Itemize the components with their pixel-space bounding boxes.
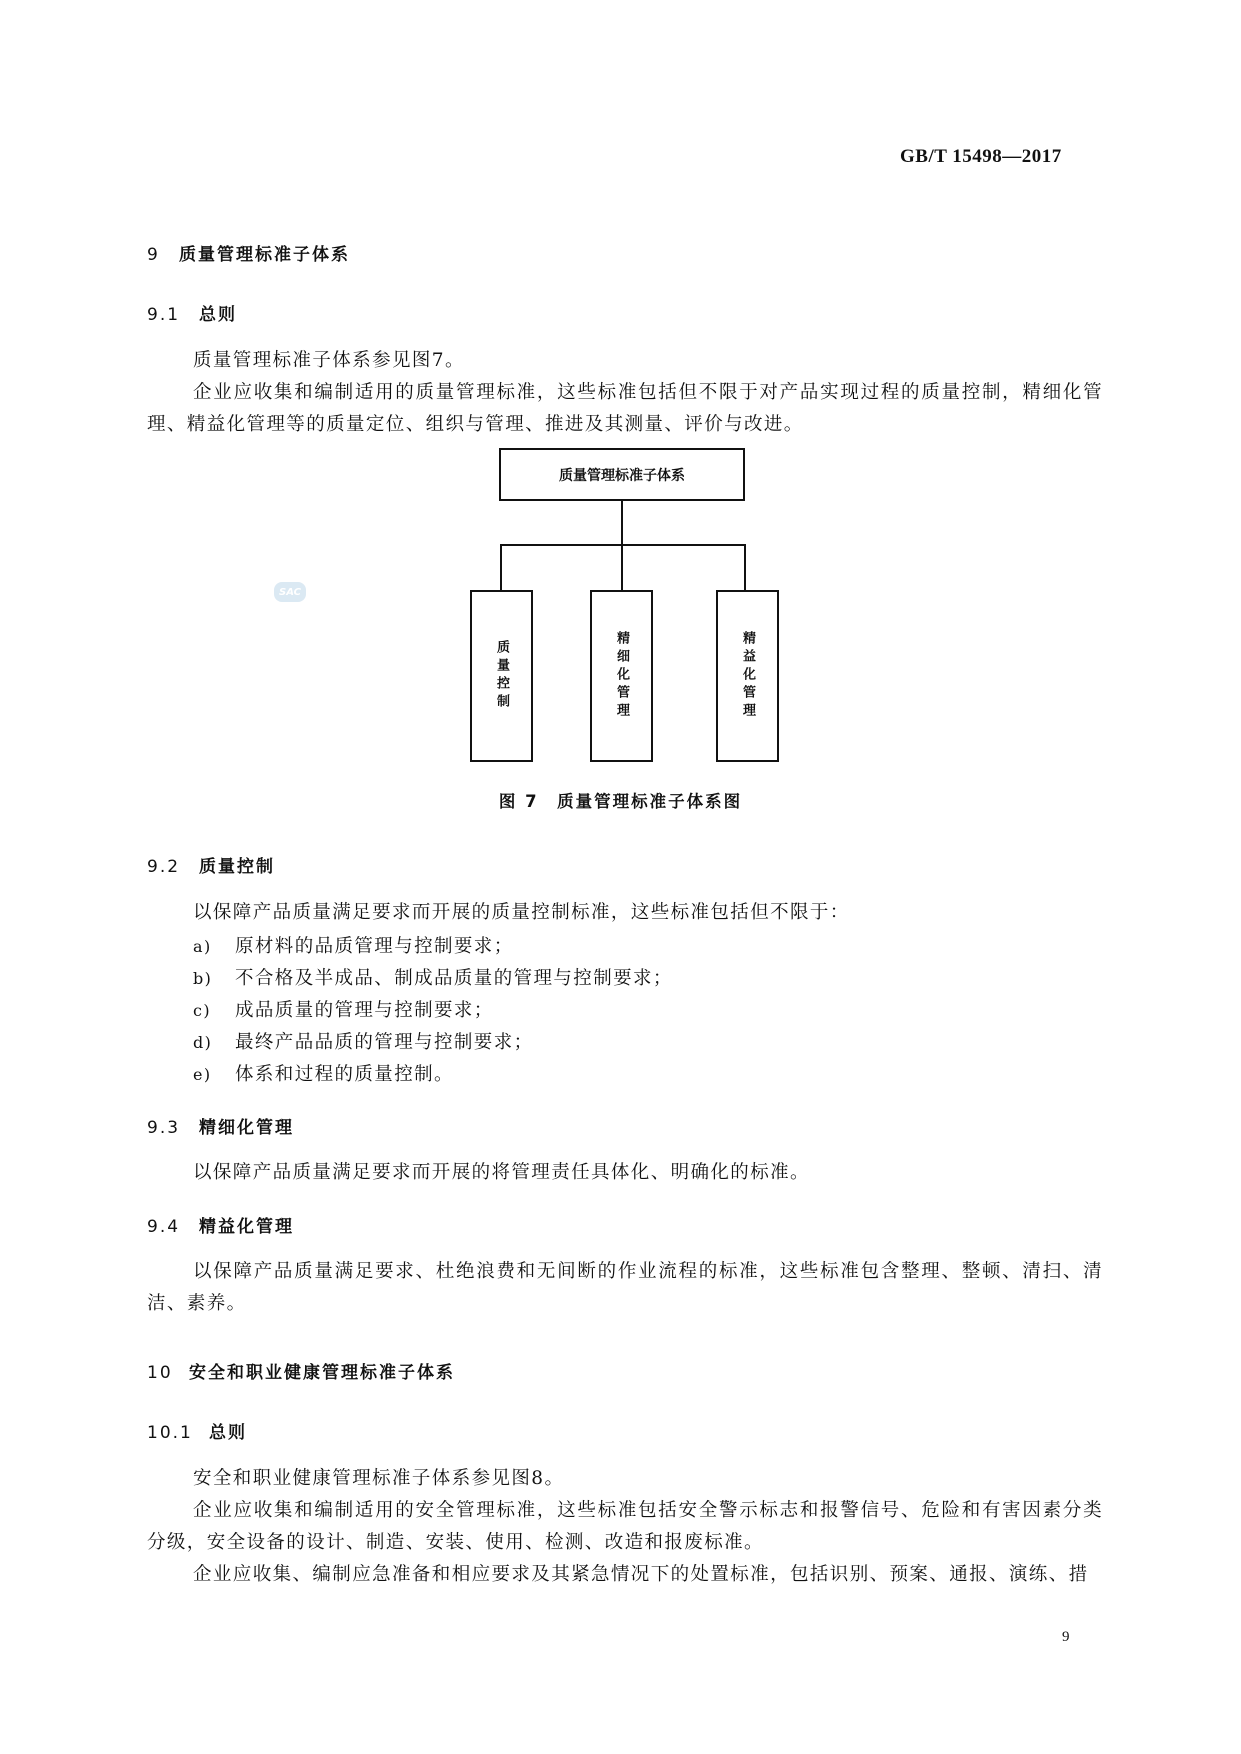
paragraph: 企业应收集和编制适用的质量管理标准，这些标准包括但不限于对产品实现过程的质量控制，精细化管理、精益化管理等的质量定位、组织与管理、推进及其测量、评价与改进。 <box>147 382 1103 435</box>
section-9-1-heading <box>147 300 237 325</box>
section-title: 质量控制 <box>199 857 275 877</box>
section-number: 9.4 <box>147 1217 181 1237</box>
section-number: 9.2 <box>147 857 181 877</box>
list-item-text: 不合格及半成品、制成品质量的管理与控制要求； <box>235 968 673 989</box>
list-item-text: 成品质量的管理与控制要求； <box>235 1000 494 1021</box>
connector-line <box>500 544 502 591</box>
section-number: 9.3 <box>147 1118 181 1138</box>
paragraph: 安全和职业健康管理标准子体系参见图8。 <box>193 1468 565 1489</box>
list-item <box>193 964 673 990</box>
figure-caption: 图 7 质量管理标准子体系图 <box>498 792 743 811</box>
section-title: 质量管理标准子体系 <box>179 245 350 265</box>
list-item <box>193 932 514 958</box>
section-10-1-heading <box>147 1418 247 1443</box>
paragraph: 企业应收集、编制应急准备和相应要求及其紧急情况下的处置标准，包括识别、预案、通报、演练、措 <box>193 1564 1089 1585</box>
paragraph: 以保障产品质量满足要求而开展的将管理责任具体化、明确化的标准。 <box>193 1162 810 1183</box>
connector-line <box>621 544 623 591</box>
page-number: 9 <box>1062 1629 1070 1645</box>
list-item <box>193 1028 534 1054</box>
section-title: 精细化管理 <box>199 1118 294 1138</box>
connector-line <box>500 544 746 546</box>
list-marker: b) <box>193 969 213 988</box>
document-id: GB/T 15498—2017 <box>900 146 1062 167</box>
section-title: 精益化管理 <box>199 1217 294 1237</box>
section-9-3-heading <box>147 1113 294 1138</box>
section-number: 10 <box>147 1363 173 1383</box>
section-number: 9.1 <box>147 305 181 325</box>
section-9-2-heading <box>147 852 275 877</box>
connector-line <box>744 544 746 591</box>
list-item-text: 最终产品品质的管理与控制要求； <box>235 1032 534 1053</box>
section-title: 安全和职业健康管理标准子体系 <box>189 1363 455 1383</box>
diagram-child-box-lean-management: 精益化管理 <box>716 590 779 762</box>
paragraph: 以保障产品质量满足要求、杜绝浪费和无间断的作业流程的标准，这些标准包含整理、整顿、清扫、清洁、素养。 <box>147 1261 1103 1314</box>
list-marker: a) <box>193 937 212 956</box>
paragraph: 以保障产品质量满足要求而开展的质量控制标准，这些标准包括但不限于： <box>193 902 850 923</box>
list-marker: c) <box>193 1001 212 1020</box>
section-number: 10.1 <box>147 1423 193 1443</box>
list-item <box>193 1060 454 1086</box>
section-title: 总则 <box>209 1423 247 1443</box>
diagram-child-box-quality-control: 质量控制 <box>470 590 533 762</box>
list-item-text: 体系和过程的质量控制。 <box>235 1064 454 1085</box>
connector-line <box>621 500 623 545</box>
list-marker: d) <box>193 1033 213 1052</box>
list-marker: e) <box>193 1065 212 1084</box>
section-9-4-heading <box>147 1212 294 1237</box>
list-item-text: 原材料的品质管理与控制要求； <box>235 936 514 957</box>
paragraph: 企业应收集和编制适用的安全管理标准，这些标准包括安全警示标志和报警信号、危险和有害因素分类分级，安全设备的设计、制造、安装、使用、检测、改造和报废标准。 <box>147 1500 1103 1553</box>
diagram-root-box: 质量管理标准子体系 <box>499 448 745 501</box>
section-10-heading <box>147 1358 455 1383</box>
diagram-child-box-refined-management: 精细化管理 <box>590 590 653 762</box>
paragraph: 质量管理标准子体系参见图7。 <box>193 350 465 371</box>
list-item <box>193 996 494 1022</box>
section-title: 总则 <box>199 305 237 325</box>
section-number: 9 <box>147 245 160 265</box>
sac-watermark-logo: SAC <box>274 582 306 602</box>
section-9-heading <box>147 240 350 265</box>
